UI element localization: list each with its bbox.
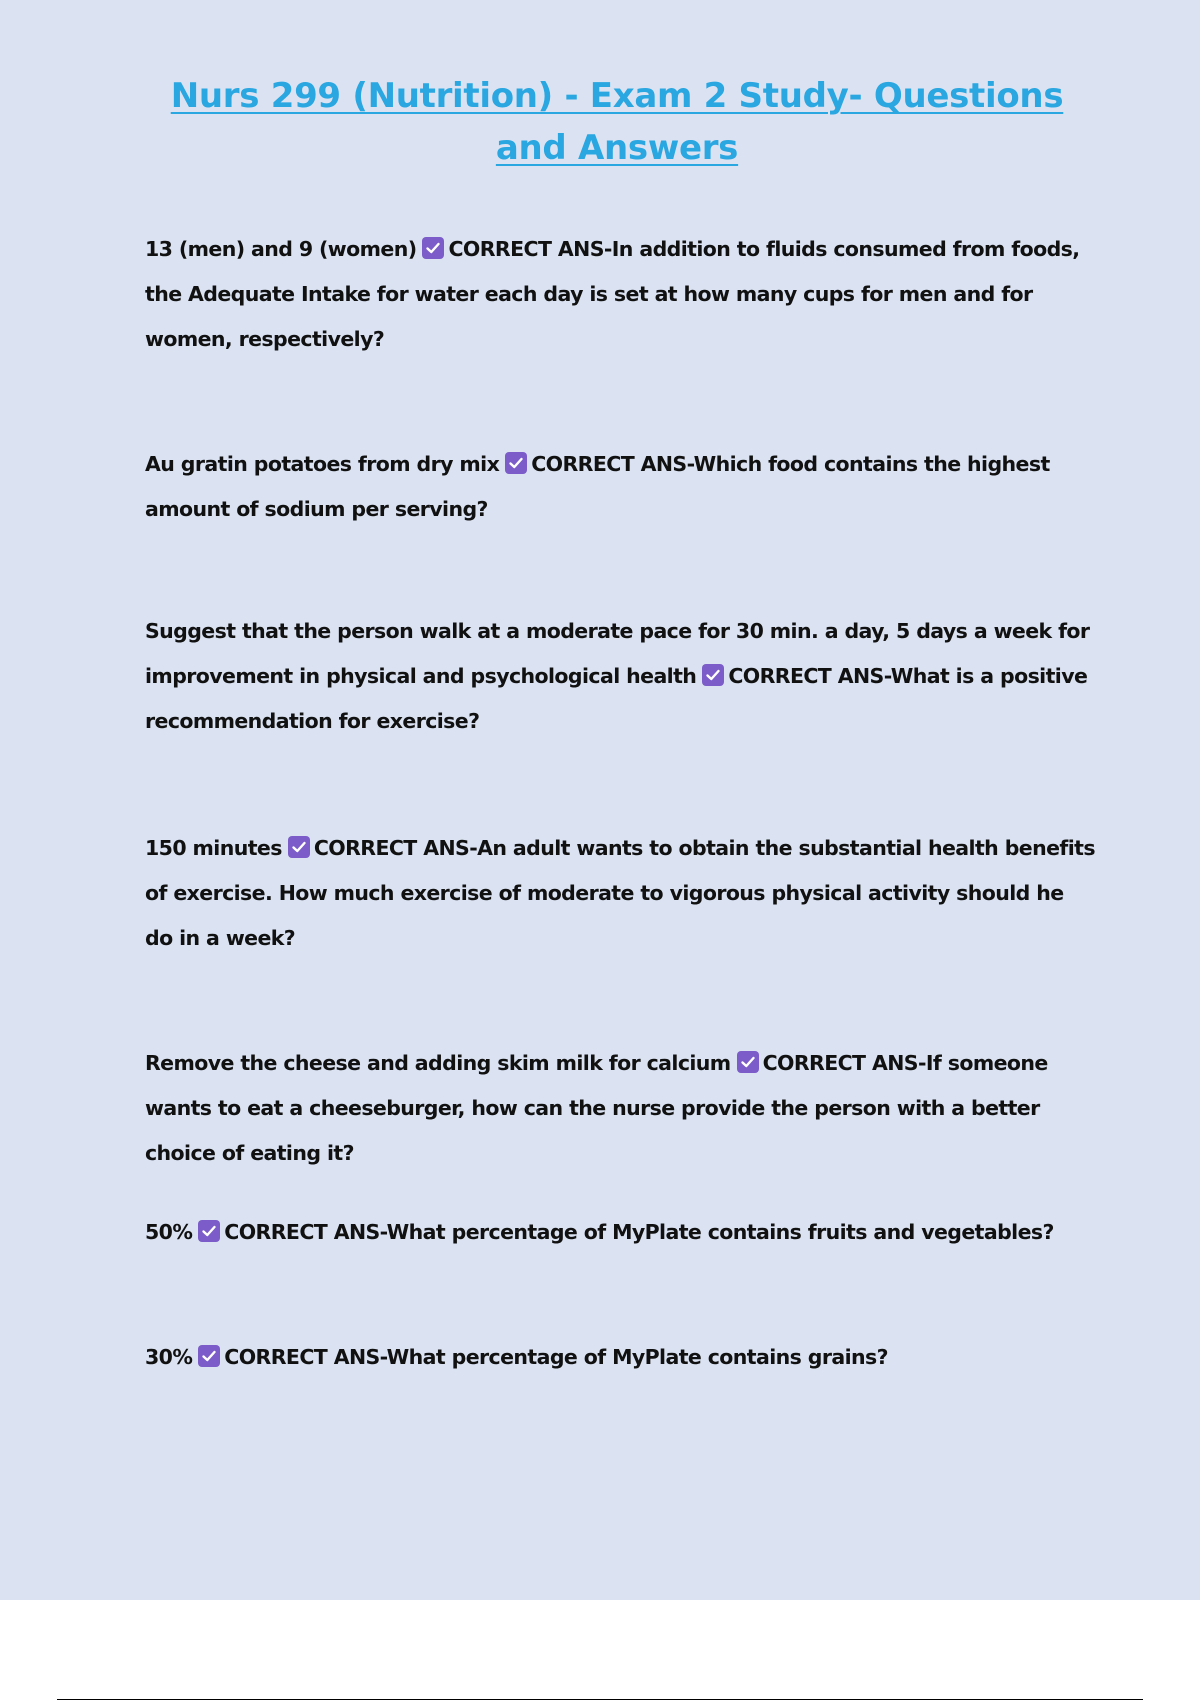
answer-text: 30% [145,1345,193,1369]
check-box-icon [198,1220,220,1242]
check-box-icon [288,836,310,858]
check-box-icon [422,237,444,259]
answer-text: Au gratin potatoes from dry mix [145,452,500,476]
question-text: CORRECT ANS-What percentage of MyPlate contains grains? [224,1345,888,1369]
question-text: CORRECT ANS-What is a positive recommendation for exercise? [145,664,1088,733]
qa-item [145,826,1095,961]
document-title: Nurs 299 (Nutrition) - Exam 2 Study- Questions and Answers [170,76,1064,168]
qa-item [145,1041,1095,1176]
question-text: CORRECT ANS-In addition to fluids consumed from foods, the Adequate Intake for water each day is set at how many cups for men and for women, respectively? [145,237,1080,351]
qa-item [145,1210,1095,1255]
check-box-icon [702,664,724,686]
check-box-icon [198,1345,220,1367]
answer-text: 150 minutes [145,836,282,860]
answer-text: 50% [145,1220,193,1244]
check-box-icon [737,1051,759,1073]
qa-item [145,442,1095,532]
answer-text: Suggest that the person walk at a moderate pace for 30 min. a day, 5 days a week for improvement in physical and psychological health [145,619,1090,688]
question-text: CORRECT ANS-What percentage of MyPlate contains fruits and vegetables? [224,1220,1054,1244]
qa-item [145,1335,1095,1380]
question-text: CORRECT ANS-An adult wants to obtain the substantial health benefits of exercise. How much exercise of moderate to vigorous physical activity should he do in a week? [145,836,1095,950]
qa-item [145,609,1095,744]
question-text: CORRECT ANS-Which food contains the highest amount of sodium per serving? [145,452,1050,521]
answer-text: Remove the cheese and adding skim milk for calcium [145,1051,731,1075]
check-box-icon [505,452,527,474]
answer-text: 13 (men) and 9 (women) [145,237,417,261]
qa-item [145,227,1095,362]
question-text: CORRECT ANS-If someone wants to eat a cheeseburger, how can the nurse provide the person with a better choice of eating it? [145,1051,1048,1165]
